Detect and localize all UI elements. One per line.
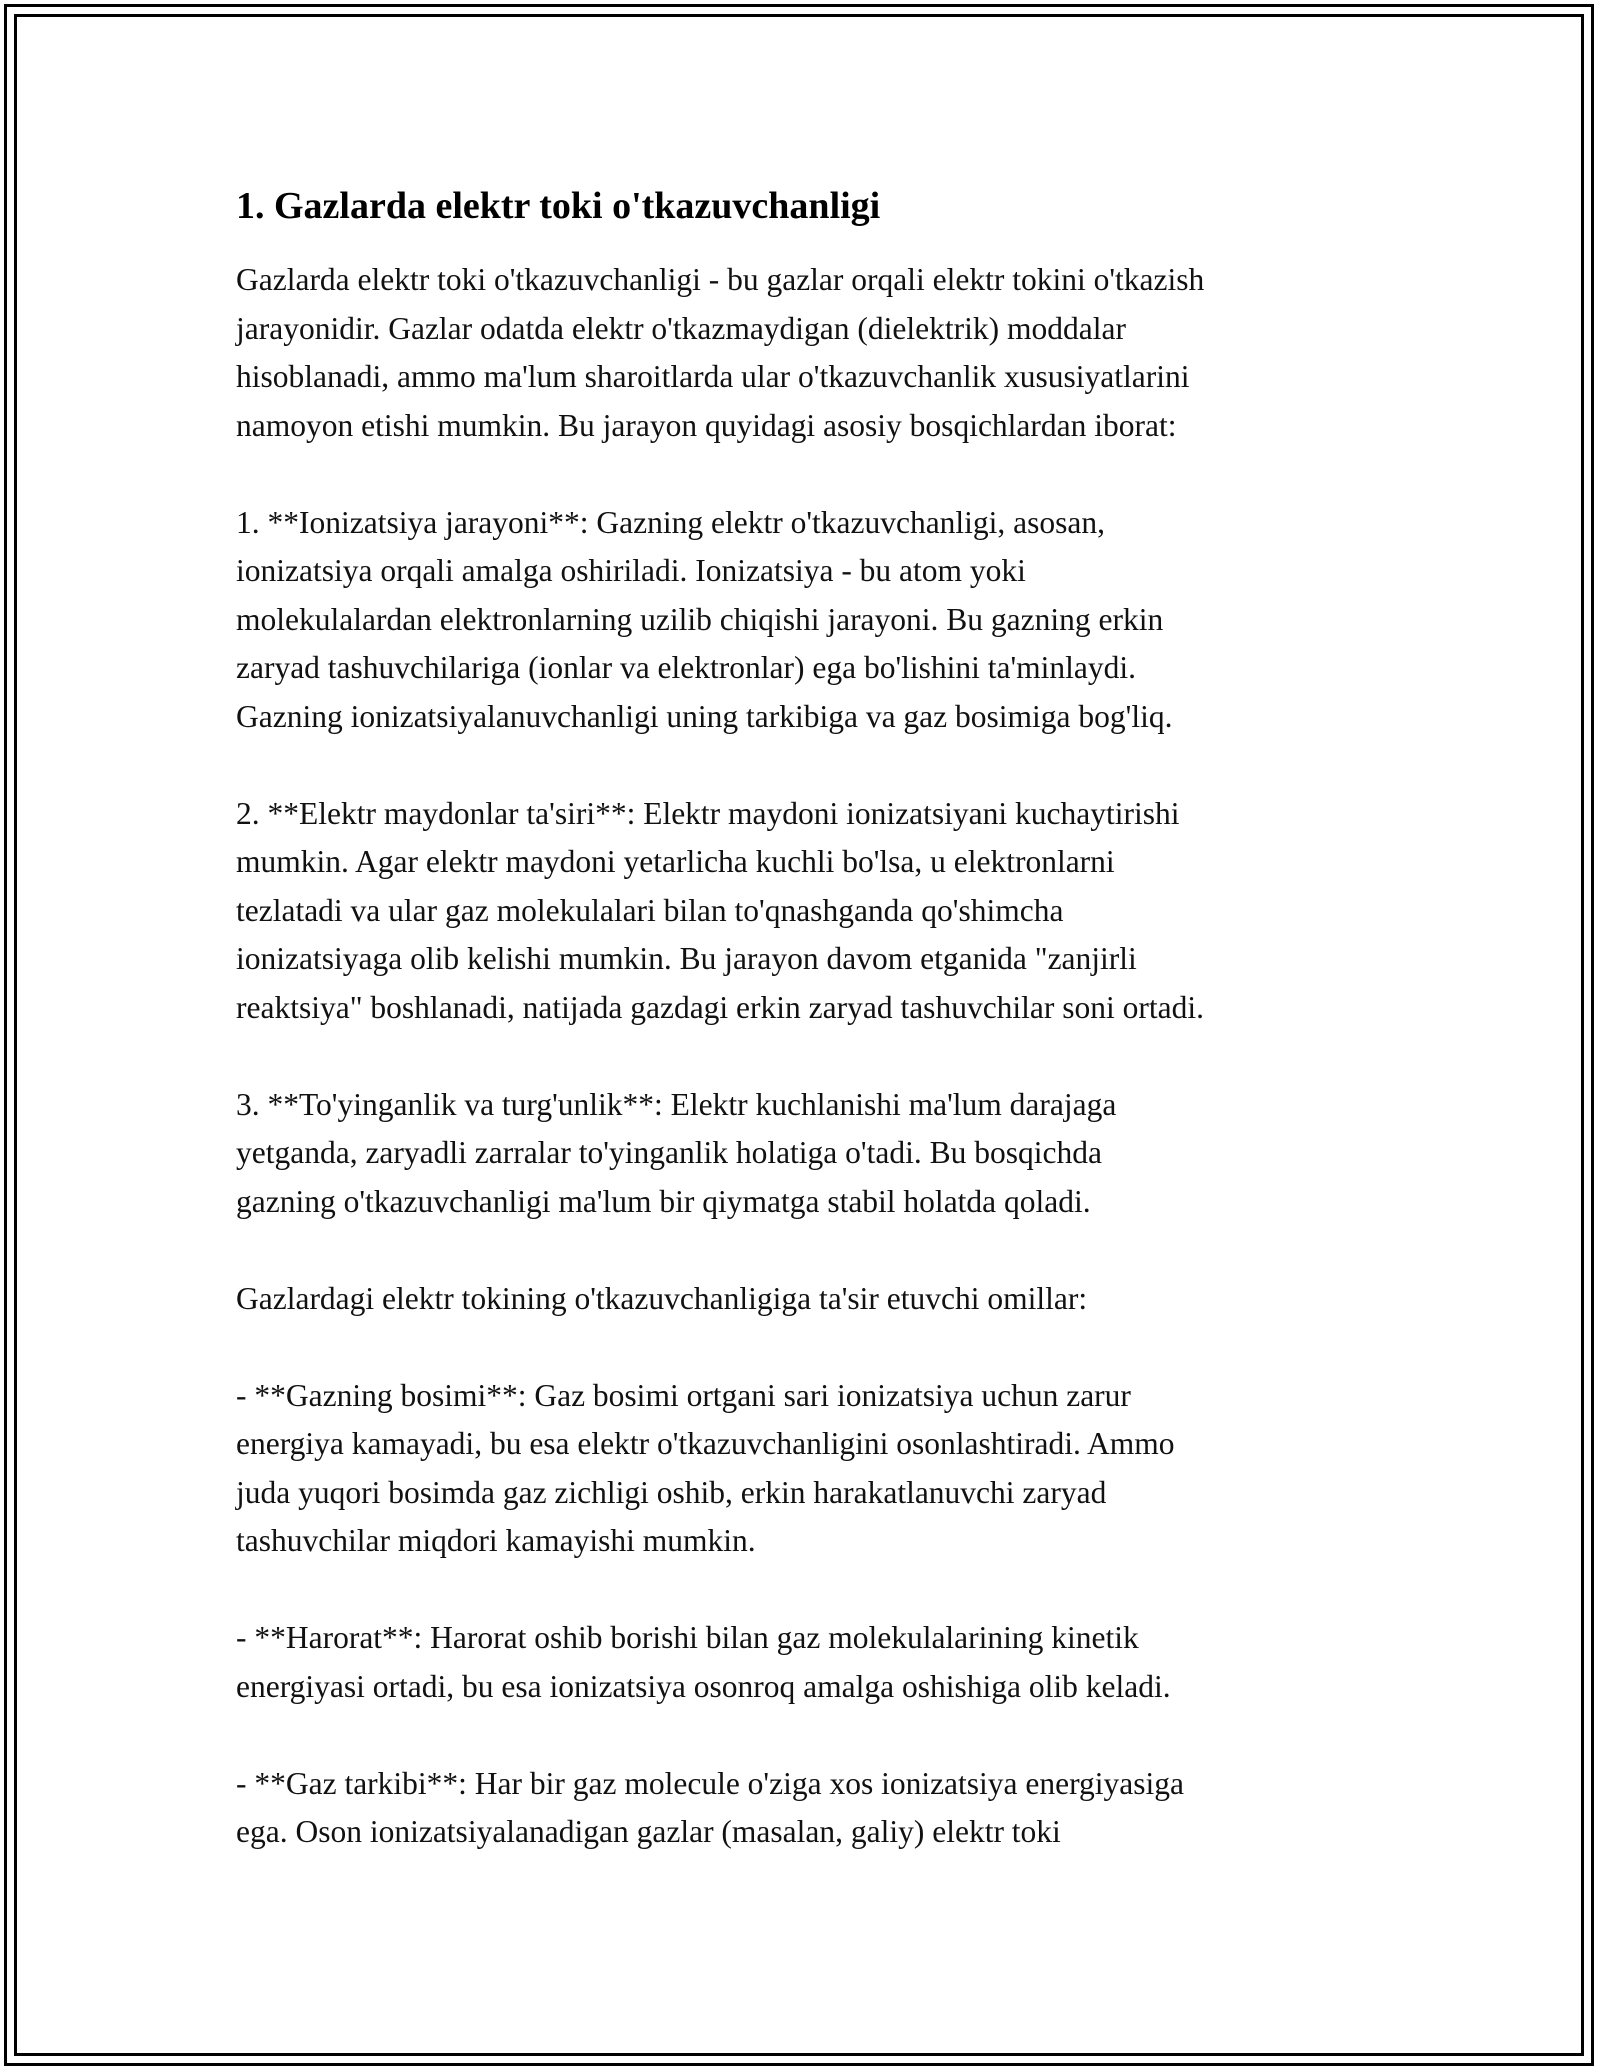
paragraph-spacer	[236, 1711, 1396, 1760]
intro-paragraph: Gazlarda elektr toki o'tkazuvchanligi - bu gazlar orqali elektr tokini o'tkazish jarayonidir. Gazlar odatda elektr o'tkazmaydigan (dielektrik) moddalar hisoblanadi, ammo ma'lum sharoitlarda ular o'tkazuvchanlik xususiyatlarini namoyon etishi mumkin. Bu jarayon quyidagi asosiy bosqichlardan iborat:	[236, 262, 1205, 443]
paragraph-spacer	[236, 1566, 1396, 1615]
paragraph-spacer	[236, 1323, 1396, 1372]
paragraph-spacer	[236, 741, 1396, 790]
electric-field-paragraph: 2. **Elektr maydonlar ta'siri**: Elektr maydoni ionizatsiyani kuchaytirishi mumkin. Agar elektr maydoni yetarlicha kuchli bo'lsa, u elektronlarni tezlatadi va ular gaz molekulalari bilan to'qnashganda qo'shimcha ionizatsiyaga olib kelishi mumkin. Bu jarayon davom etganida "zanjirli reaktsiya" boshlanadi, natijada gazdagi erkin zaryad tashuvchilar soni ortadi.	[236, 795, 1205, 1025]
ionization-paragraph: 1. **Ionizatsiya jarayoni**: Gazning elektr o'tkazuvchanligi, asosan, ionizatsiya orqali amalga oshiriladi. Ionizatsiya - bu atom yoki molekulalardan elektronlarning uzilib chiqishi jarayoni. Bu gazning erkin zaryad tashuvchilariga (ionlar va elektronlar) ega bo'lishini ta'minlaydi. Gazning ionizatsiyalanuvchanligi uning tarkibiga va gaz bosimiga bog'liq.	[236, 504, 1173, 734]
temperature-paragraph: - **Harorat**: Harorat oshib borishi bilan gaz molekulalarining kinetik energiyasi ortadi, bu esa ionizatsiya osonroq amalga oshishiga olib keladi.	[236, 1620, 1171, 1704]
saturation-paragraph: 3. **To'yinganlik va turg'unlik**: Elektr kuchlanishi ma'lum darajaga yetganda, zaryadli zarralar to'yinganlik holatiga o'tadi. Bu bosqichda gazning o'tkazuvchanligi ma'lum bir qiymatga stabil holatda qoladi.	[236, 1086, 1117, 1219]
composition-paragraph: - **Gaz tarkibi**: Har bir gaz molecule o'ziga xos ionizatsiya energiyasiga ega. Oson ionizatsiyalanadigan gazlar (masalan, galiy) elektr toki	[236, 1765, 1185, 1849]
paragraph-spacer	[236, 1032, 1396, 1081]
pressure-paragraph: - **Gazning bosimi**: Gaz bosimi ortgani sari ionizatsiya uchun zarur energiya kamayadi, bu esa elektr o'tkazuvchanligini osonlashtiradi. Ammo juda yuqori bosimda gaz zichligi oshib, erkin harakatlanuvchi zaryad tashuvchilar miqdori kamayishi mumkin.	[236, 1377, 1175, 1558]
paragraph-spacer	[236, 1226, 1396, 1275]
paragraph-spacer	[236, 450, 1396, 499]
document-page	[236, 182, 1396, 1857]
document-title: 1. Gazlarda elektr toki o'tkazuvchanligi	[236, 185, 881, 227]
factors-heading-paragraph: Gazlardagi elektr tokining o'tkazuvchanligiga ta'sir etuvchi omillar:	[236, 1280, 1088, 1316]
